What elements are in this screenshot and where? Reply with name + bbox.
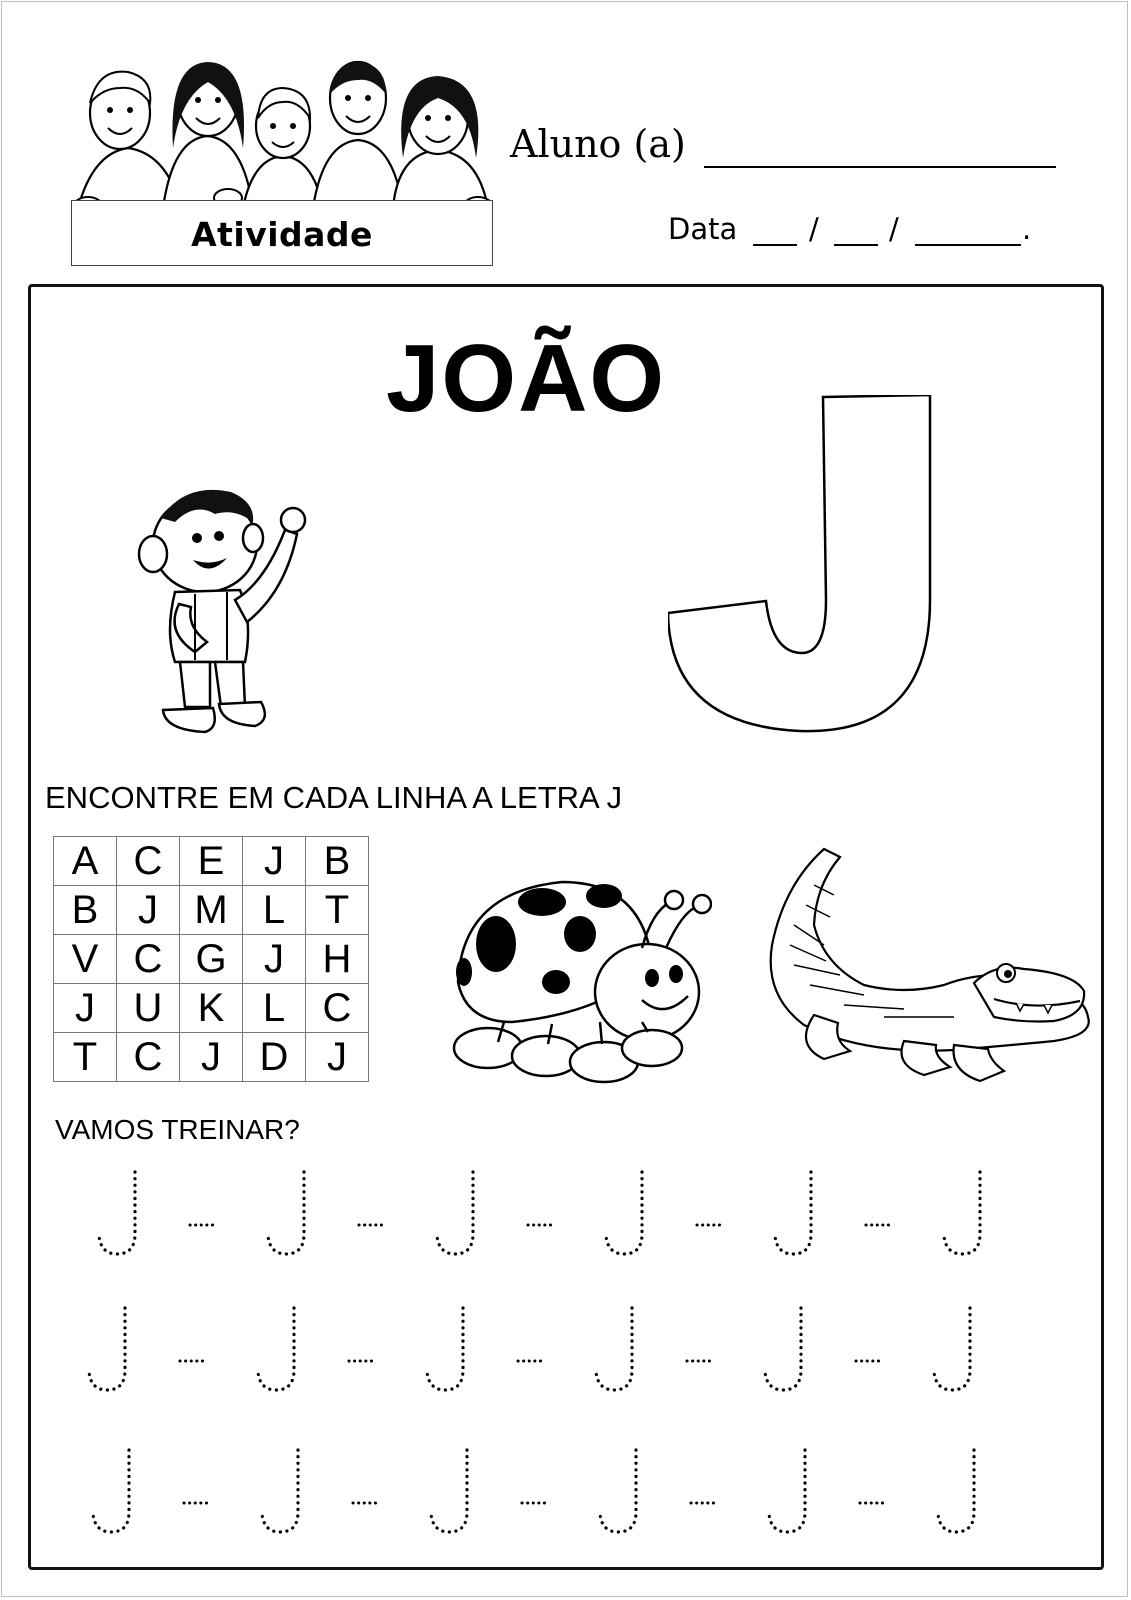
dotted-letter-j-icon[interactable]	[596, 1446, 656, 1538]
date-year-field[interactable]	[915, 244, 1021, 246]
grid-cell[interactable]: C	[117, 935, 180, 984]
dotted-letter-j-icon[interactable]	[89, 1446, 149, 1538]
dotted-letter-j-icon[interactable]	[433, 1168, 493, 1260]
grid-cell[interactable]: J	[180, 1033, 243, 1082]
dotted-letter-j-icon[interactable]	[258, 1446, 318, 1538]
grid-cell[interactable]: B	[54, 886, 117, 935]
dotted-dash-icon[interactable]	[346, 1356, 376, 1366]
dotted-dash-icon[interactable]	[857, 1498, 887, 1508]
dotted-dash-icon[interactable]	[853, 1356, 883, 1366]
grid-cell[interactable]: C	[117, 1033, 180, 1082]
crocodile-illustration	[754, 845, 1094, 1095]
grid-cell[interactable]: K	[180, 984, 243, 1033]
dotted-dash-icon[interactable]	[177, 1356, 207, 1366]
grid-cell[interactable]: E	[180, 837, 243, 886]
grid-cell[interactable]: A	[54, 837, 117, 886]
outline-letter-j	[668, 395, 953, 750]
activity-board	[71, 200, 493, 266]
grid-row	[54, 984, 369, 1033]
date-day-field[interactable]	[753, 244, 797, 246]
dotted-letter-j-icon[interactable]	[602, 1168, 662, 1260]
grid-cell[interactable]: T	[306, 886, 369, 935]
date-separator-2: /	[889, 212, 899, 246]
grid-row	[54, 837, 369, 886]
dotted-dash-icon[interactable]	[525, 1220, 555, 1230]
grid-cell[interactable]: J	[243, 837, 306, 886]
ladybug-illustration	[452, 872, 712, 1090]
dotted-letter-j-icon[interactable]	[934, 1446, 994, 1538]
letter-grid	[53, 836, 369, 1082]
grid-cell[interactable]: L	[243, 984, 306, 1033]
grid-cell[interactable]: B	[306, 837, 369, 886]
grid-cell[interactable]: U	[117, 984, 180, 1033]
dotted-dash-icon[interactable]	[684, 1356, 714, 1366]
dotted-letter-j-icon[interactable]	[930, 1304, 990, 1396]
activity-label: Atividade	[191, 215, 373, 254]
dotted-letter-j-icon[interactable]	[85, 1304, 145, 1396]
dotted-letter-j-icon[interactable]	[771, 1168, 831, 1260]
date-end-mark: .	[1022, 212, 1032, 246]
student-name-label: Aluno (a)	[510, 122, 686, 166]
dotted-letter-j-icon[interactable]	[940, 1168, 1000, 1260]
name-title: JOÃO	[386, 325, 667, 432]
find-letter-instruction: ENCONTRE EM CADA LINHA A LETRA J	[45, 780, 623, 815]
grid-cell[interactable]: C	[306, 984, 369, 1033]
grid-cell[interactable]: G	[180, 935, 243, 984]
grid-row	[54, 935, 369, 984]
student-name-field[interactable]	[704, 166, 1056, 168]
grid-cell[interactable]: H	[306, 935, 369, 984]
grid-cell[interactable]: L	[243, 886, 306, 935]
date-separator-1: /	[809, 212, 819, 246]
date-month-field[interactable]	[834, 244, 878, 246]
grid-cell[interactable]: J	[243, 935, 306, 984]
boy-pointing-illustration	[135, 482, 315, 752]
grid-cell[interactable]: V	[54, 935, 117, 984]
grid-row	[54, 1033, 369, 1082]
dotted-letter-j-icon[interactable]	[423, 1304, 483, 1396]
dotted-letter-j-icon[interactable]	[254, 1304, 314, 1396]
grid-row	[54, 886, 369, 935]
grid-cell[interactable]: M	[180, 886, 243, 935]
grid-cell[interactable]: J	[306, 1033, 369, 1082]
dotted-letter-j-icon[interactable]	[761, 1304, 821, 1396]
dotted-letter-j-icon[interactable]	[264, 1168, 324, 1260]
dotted-dash-icon[interactable]	[694, 1220, 724, 1230]
dotted-letter-j-icon[interactable]	[765, 1446, 825, 1538]
dotted-dash-icon[interactable]	[187, 1220, 217, 1230]
grid-cell[interactable]: J	[117, 886, 180, 935]
training-instruction: VAMOS TREINAR?	[55, 1114, 300, 1145]
grid-cell[interactable]: T	[54, 1033, 117, 1082]
dotted-letter-j-icon[interactable]	[95, 1168, 155, 1260]
dotted-dash-icon[interactable]	[350, 1498, 380, 1508]
date-label: Data	[668, 212, 738, 246]
dotted-letter-j-icon[interactable]	[427, 1446, 487, 1538]
dotted-dash-icon[interactable]	[688, 1498, 718, 1508]
grid-cell[interactable]: D	[243, 1033, 306, 1082]
dotted-dash-icon[interactable]	[356, 1220, 386, 1230]
dotted-dash-icon[interactable]	[181, 1498, 211, 1508]
dotted-dash-icon[interactable]	[515, 1356, 545, 1366]
dotted-dash-icon[interactable]	[863, 1220, 893, 1230]
dotted-dash-icon[interactable]	[519, 1498, 549, 1508]
dotted-letter-j-icon[interactable]	[592, 1304, 652, 1396]
grid-cell[interactable]: J	[54, 984, 117, 1033]
grid-cell[interactable]: C	[117, 837, 180, 886]
